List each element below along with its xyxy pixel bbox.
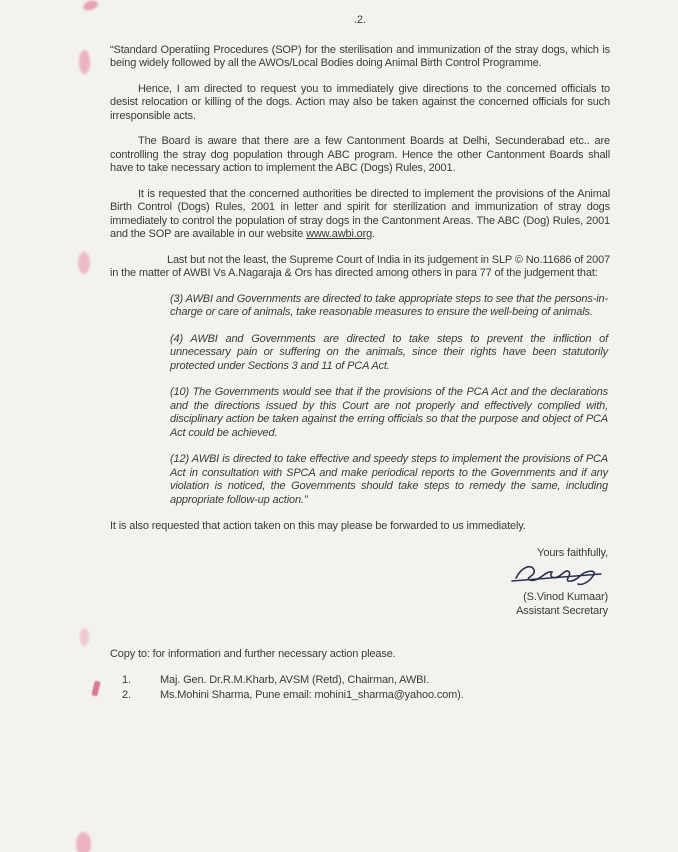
scan-artifact (80, 628, 89, 646)
copy-to-list (110, 673, 610, 703)
copy-item (110, 673, 610, 688)
scan-artifact (82, 0, 99, 12)
copy-item-number: 2. (122, 689, 131, 701)
scan-artifact (76, 832, 91, 852)
letter-body (110, 14, 610, 703)
scan-artifact (79, 50, 90, 74)
copy-item-text: Maj. Gen. Dr.R.M.Kharb, AVSM (Retd), Chairman, AWBI. (160, 674, 430, 686)
signatory-title: Assistant Secretary (516, 604, 608, 617)
paragraph-request-text: It is requested that the concerned authorities be directed to implement the provisions of the Animal Birth Control (Dogs) Rules, 2001 in letter and spirit for sterilization and immunization of stray dogs immediately to control the population of stray dogs in the Cantonment Areas. The ABC (Dog) Rules, 2001 and the SOP are available in our website (110, 187, 610, 240)
judgement-quote-4: (4) AWBI and Governments are directed to take steps to prevent the infliction of unnecessary pain or suffering on the animals, since their rights have been statutorily protected under Sections 3 and 11 of PCA Act. (170, 332, 608, 372)
paragraph-sop: “Standard Operatiing Procedures (SOP) for the sterilisation and immunization of the stray dogs, which is being widely followed by all the AWOs/Local Bodies doing Animal Birth Control Programme. (110, 43, 610, 69)
closing-block (110, 546, 610, 618)
copy-to-heading: Copy to: for information and further necessary action please. (110, 647, 396, 660)
judgement-quote-3: (3) AWBI and Governments are directed to take appropriate steps to see that the persons-in-charge or care of animals, take reasonable measures to ensure the well-being of animals. (170, 292, 608, 318)
copy-item-text: Ms.Mohini Sharma, Pune email: mohini1_sharma@yahoo.com). (160, 689, 464, 701)
page-number: .2. (353, 14, 367, 26)
signature-icon (110, 562, 604, 588)
paragraph-cantonment-boards: The Board is aware that there are a few Cantonment Boards at Delhi, Secunderabad etc.. are controlling the stray dog population through ABC program. Hence the other Cantonment Boards shall have to take necessary action to implement the ABC (Dogs) Rules, 2001. (110, 135, 610, 174)
judgement-quote-10: (10) The Governments would see that if the provisions of the PCA Act and the declarations and the directions issued by this Court are not properly and effectively complied with, disciplinary action be taken against the erring officials so that the purpose and object of PCA Act could be achieved. (170, 386, 608, 439)
awbi-website-link: www.awbi.org (306, 228, 373, 240)
signatory-name: (S.Vinod Kumaar) (523, 590, 608, 603)
copy-item (110, 688, 610, 703)
valediction: Yours faithfully, (537, 546, 608, 559)
paragraph-action-taken: It is also requested that action taken on this may please be forwarded to us immediately. (110, 520, 526, 532)
copy-item-number: 1. (122, 674, 131, 686)
pen-mark (91, 680, 100, 696)
judgement-quote-12: (12) AWBI is directed to take effective and speedy steps to implement the provisions of PCA Act in consultation with SPCA and make periodical reports to the Governments and if any violation is noticed, the Governments should take steps to remedy the same, including appropriate follow-up action.” (170, 453, 608, 506)
paragraph-request-end: . (372, 228, 376, 240)
paragraph-supreme-court: Last but not the least, the Supreme Court of India in its judgement in SLP © No.11686 of 2007 in the matter of AWBI Vs A.Nagaraja & Ors has directed among others in para 77 of the judgement that: (110, 253, 610, 279)
paragraph-hence: Hence, I am directed to request you to immediately give directions to the concerned officials to desist relocation or killing of the dogs. Action may also be taken against the concerned officials for such irresponsible acts. (110, 82, 610, 122)
paragraph-request (110, 188, 610, 242)
scan-artifact (78, 252, 90, 274)
